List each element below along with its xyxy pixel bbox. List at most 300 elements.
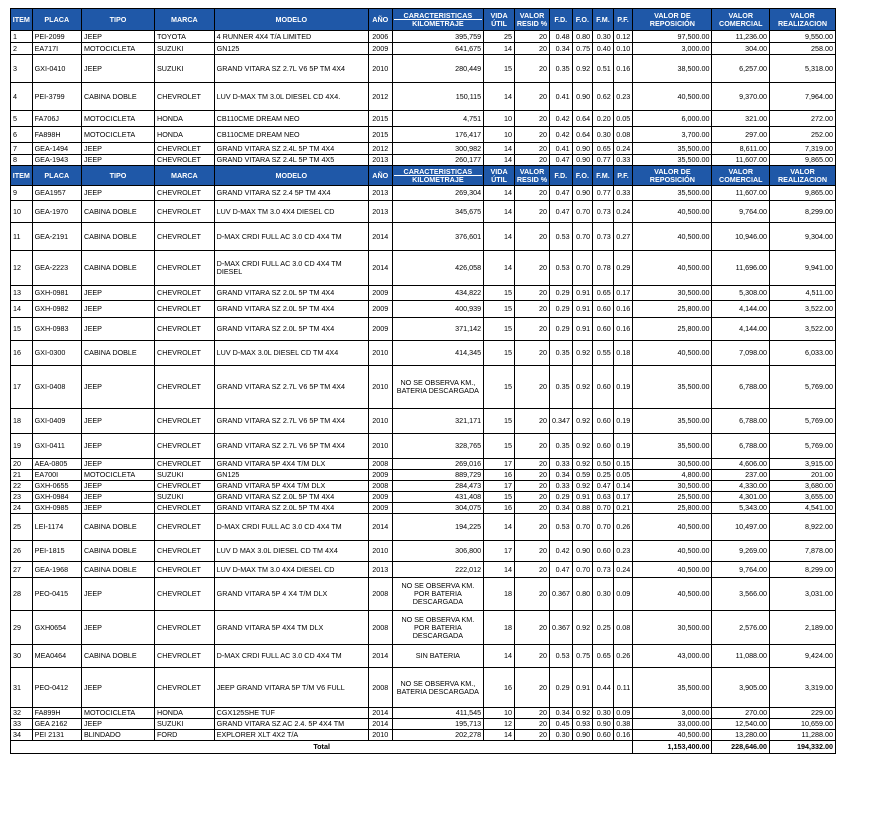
cell-repo: 35,500.00 [633,186,712,201]
cell-anio: 2008 [368,459,392,470]
cell-repo: 25,800.00 [633,301,712,318]
cell-anio: 2009 [368,503,392,514]
cell-placa: GXI-0411 [32,434,81,459]
cell-vida: 15 [484,55,515,83]
cell-placa: PEO-0412 [32,668,81,708]
cell-real: 3,031.00 [770,578,836,611]
cell-vida: 14 [484,155,515,166]
cell-real: 8,299.00 [770,201,836,223]
cell-resid: 20 [515,83,550,111]
cell-repo: 25,800.00 [633,503,712,514]
cell-com: 12,540.00 [712,719,770,730]
cell-vida: 15 [484,318,515,341]
cell-real: 5,769.00 [770,434,836,459]
cell-pf: 0.21 [613,503,633,514]
cell-placa: AEA-0805 [32,459,81,470]
cell-placa: FA706J [32,111,81,127]
cell-fo: 0.90 [572,83,593,111]
total-com: 228,646.00 [712,741,770,754]
cell-resid: 20 [515,301,550,318]
cell-vida: 14 [484,43,515,55]
cell-modelo: LUV D-MAX 3.0L DIESEL CD TM 4X4 [214,341,368,366]
cell-vida: 18 [484,611,515,645]
cell-resid: 20 [515,645,550,668]
cell-tipo: JEEP [81,578,154,611]
cell-anio: 2013 [368,562,392,578]
cell-vida: 16 [484,470,515,481]
cell-marca: CHEVROLET [155,155,215,166]
cell-resid: 20 [515,492,550,503]
total-repo: 1,153,400.00 [633,741,712,754]
cell-pf: 0.09 [613,578,633,611]
cell-resid: 20 [515,318,550,341]
cell-fd: 0.35 [549,434,572,459]
cell-fm: 0.73 [593,223,614,251]
cell-item: 28 [11,578,33,611]
cell-vida: 14 [484,730,515,741]
cell-km: 300,982 [392,143,484,155]
cell-tipo: JEEP [81,434,154,459]
cell-modelo: GRAND VITARA SZ 2.0L 5P TM 4X4 [214,503,368,514]
cell-tipo: JEEP [81,55,154,83]
cell-pf: 0.26 [613,514,633,541]
cell-fm: 0.20 [593,111,614,127]
cell-repo: 40,500.00 [633,341,712,366]
cell-com: 8,611.00 [712,143,770,155]
cell-item: 26 [11,541,33,562]
cell-tipo: JEEP [81,301,154,318]
cell-fm: 0.25 [593,611,614,645]
cell-item: 25 [11,514,33,541]
cell-pf: 0.16 [613,301,633,318]
cell-modelo: GRAND VITARA 5P 4X4 TM DLX [214,611,368,645]
cell-item: 4 [11,83,33,111]
cell-anio: 2010 [368,366,392,409]
cell-com: 9,764.00 [712,201,770,223]
cell-km: 411,545 [392,708,484,719]
header-label-anio: AÑO [372,14,389,24]
cell-tipo: JEEP [81,492,154,503]
cell-km: 260,177 [392,155,484,166]
header-comercial1 [712,166,770,186]
cell-km: 306,800 [392,541,484,562]
cell-placa: GXI-0408 [32,366,81,409]
cell-tipo: CABINA DOBLE [81,201,154,223]
cell-anio: 2013 [368,155,392,166]
cell-placa: GXH-0983 [32,318,81,341]
table-row [11,470,836,481]
cell-fm: 0.73 [593,562,614,578]
cell-fd: 0.53 [549,223,572,251]
cell-resid: 20 [515,459,550,470]
table-row [11,186,836,201]
cell-real: 5,318.00 [770,55,836,83]
cell-anio: 2014 [368,223,392,251]
table-row [11,111,836,127]
cell-fd: 0.47 [549,562,572,578]
cell-placa: EA717I [32,43,81,55]
header-caracteristicas [392,166,484,186]
cell-repo: 43,000.00 [633,645,712,668]
cell-repo: 40,500.00 [633,730,712,741]
cell-pf: 0.05 [613,111,633,127]
cell-fo: 0.80 [572,31,593,43]
header-label-vida1: VIDA [490,11,508,20]
cell-placa: GXH-0984 [32,492,81,503]
cell-placa: PEI-3799 [32,83,81,111]
cell-modelo: GRAND VITARA 5P 4X4 T/M DLX [214,481,368,492]
header-label-item: ITEM [12,14,30,24]
cell-resid: 20 [515,366,550,409]
header-label-kilometraje: KILOMETRAJE [412,175,464,184]
table-row [11,719,836,730]
cell-tipo: JEEP [81,459,154,470]
cell-anio: 2009 [368,318,392,341]
cell-marca: SUZUKI [155,719,215,730]
cell-com: 6,788.00 [712,434,770,459]
cell-fm: 0.60 [593,409,614,434]
cell-marca: CHEVROLET [155,341,215,366]
cell-vida: 14 [484,201,515,223]
cell-item: 16 [11,341,33,366]
cell-marca: CHEVROLET [155,514,215,541]
header-label-vida2: ÚTIL [491,174,508,184]
cell-item: 3 [11,55,33,83]
cell-km: 395,759 [392,31,484,43]
cell-fd: 0.29 [549,492,572,503]
cell-pf: 0.05 [613,470,633,481]
cell-repo: 35,500.00 [633,143,712,155]
header-comercial1 [712,9,770,31]
header-modelo [214,166,368,186]
cell-vida: 14 [484,562,515,578]
header-vida1 [484,9,515,31]
cell-resid: 20 [515,611,550,645]
cell-km: NO SE OBSERVA KM. POR BATERIA DESCARGADA [392,578,484,611]
table-row [11,578,836,611]
table-row [11,143,836,155]
cell-marca: CHEVROLET [155,186,215,201]
cell-fo: 0.92 [572,434,593,459]
cell-placa: PEI-2099 [32,31,81,43]
cell-tipo: MOTOCICLETA [81,43,154,55]
cell-marca: SUZUKI [155,55,215,83]
header-placa [32,166,81,186]
cell-resid: 20 [515,201,550,223]
cell-fm: 0.55 [593,341,614,366]
header-label-fm: F.M. [596,170,610,180]
cell-placa: GXI-0409 [32,409,81,434]
cell-tipo: MOTOCICLETA [81,708,154,719]
cell-fm: 0.90 [593,719,614,730]
cell-anio: 2014 [368,719,392,730]
cell-placa: GXH-0655 [32,481,81,492]
cell-com: 9,764.00 [712,562,770,578]
cell-fo: 0.92 [572,55,593,83]
cell-fo: 0.93 [572,719,593,730]
cell-pf: 0.24 [613,201,633,223]
header-label-fo: F.O. [575,170,589,180]
cell-fo: 0.70 [572,562,593,578]
cell-real: 7,964.00 [770,83,836,111]
header-label-vida1: VIDA [490,167,508,176]
cell-placa: GXH-0982 [32,301,81,318]
cell-repo: 40,500.00 [633,578,712,611]
cell-real: 4,541.00 [770,503,836,514]
cell-modelo: GRAND VITARA SZ 2.0L 5P TM 4X4 [214,286,368,301]
cell-com: 4,144.00 [712,301,770,318]
cell-marca: SUZUKI [155,492,215,503]
cell-resid: 20 [515,111,550,127]
cell-fd: 0.34 [549,43,572,55]
cell-fm: 0.30 [593,31,614,43]
cell-fd: 0.34 [549,708,572,719]
total-real: 194,332.00 [770,741,836,754]
header-label-caracteristicas: CARACTERISTICAS [394,12,483,21]
cell-item: 15 [11,318,33,341]
cell-marca: TOYOTA [155,31,215,43]
header-tipo [81,166,154,186]
header-label-realizacion2: REALIZACION [777,18,828,28]
cell-km: 641,675 [392,43,484,55]
header-label-comercial2: COMERCIAL [719,18,763,28]
cell-repo: 40,500.00 [633,83,712,111]
cell-real: 8,299.00 [770,562,836,578]
table-row [11,730,836,741]
cell-km: 150,115 [392,83,484,111]
cell-marca: CHEVROLET [155,286,215,301]
cell-com: 5,308.00 [712,286,770,301]
header-label-comercial1: VALOR [728,11,754,20]
cell-vida: 14 [484,645,515,668]
cell-fd: 0.47 [549,186,572,201]
header-label-kilometraje: KILOMETRAJE [412,19,464,28]
cell-resid: 20 [515,708,550,719]
cell-repo: 35,500.00 [633,155,712,166]
header-placa [32,9,81,31]
cell-vida: 16 [484,503,515,514]
cell-com: 11,696.00 [712,251,770,286]
header-marca [155,9,215,31]
total-label: Total [11,741,633,754]
cell-real: 7,878.00 [770,541,836,562]
cell-item: 34 [11,730,33,741]
header-anio [368,166,392,186]
cell-marca: CHEVROLET [155,143,215,155]
cell-item: 12 [11,251,33,286]
cell-fo: 0.70 [572,251,593,286]
cell-modelo: GRAND VITARA SZ 2.7L V6 5P TM 4X4 [214,409,368,434]
cell-km: 400,939 [392,301,484,318]
cell-km: SIN BATERIA [392,645,484,668]
cell-fo: 0.91 [572,318,593,341]
cell-km: 176,417 [392,127,484,143]
header-label-modelo: MODELO [275,14,308,24]
cell-fd: 0.34 [549,503,572,514]
cell-real: 5,769.00 [770,366,836,409]
cell-vida: 17 [484,481,515,492]
cell-com: 321.00 [712,111,770,127]
cell-repo: 3,000.00 [633,708,712,719]
cell-fd: 0.41 [549,83,572,111]
header-reposicion1 [633,9,712,31]
header-marca [155,166,215,186]
table-row [11,83,836,111]
cell-pf: 0.19 [613,409,633,434]
table-row [11,514,836,541]
cell-fd: 0.29 [549,668,572,708]
cell-resid: 20 [515,434,550,459]
cell-vida: 16 [484,668,515,708]
cell-fd: 0.367 [549,578,572,611]
cell-com: 10,497.00 [712,514,770,541]
cell-km: 431,408 [392,492,484,503]
cell-fd: 0.33 [549,459,572,470]
cell-anio: 2008 [368,481,392,492]
cell-marca: CHEVROLET [155,434,215,459]
cell-repo: 30,500.00 [633,286,712,301]
header-realizacion1 [770,166,836,186]
cell-item: 10 [11,201,33,223]
cell-anio: 2010 [368,434,392,459]
table-row [11,31,836,43]
cell-fo: 0.70 [572,201,593,223]
cell-marca: CHEVROLET [155,318,215,341]
cell-vida: 15 [484,366,515,409]
cell-vida: 15 [484,492,515,503]
cell-anio: 2010 [368,341,392,366]
cell-real: 3,680.00 [770,481,836,492]
cell-marca: CHEVROLET [155,562,215,578]
cell-placa: GXI-0300 [32,341,81,366]
cell-tipo: JEEP [81,719,154,730]
cell-tipo: CABINA DOBLE [81,251,154,286]
cell-com: 3,905.00 [712,668,770,708]
cell-real: 272.00 [770,111,836,127]
cell-tipo: JEEP [81,286,154,301]
cell-fm: 0.62 [593,83,614,111]
cell-placa: GXI-0410 [32,55,81,83]
cell-item: 7 [11,143,33,155]
cell-placa: FA899H [32,708,81,719]
cell-repo: 38,500.00 [633,55,712,83]
cell-real: 2,189.00 [770,611,836,645]
cell-marca: HONDA [155,111,215,127]
header-label-fo: F.O. [575,14,589,24]
cell-fd: 0.53 [549,251,572,286]
cell-item: 29 [11,611,33,645]
cell-placa: MEA0464 [32,645,81,668]
cell-fd: 0.41 [549,143,572,155]
cell-vida: 14 [484,186,515,201]
cell-fo: 0.92 [572,459,593,470]
header-tipo [81,9,154,31]
cell-vida: 14 [484,223,515,251]
cell-tipo: JEEP [81,503,154,514]
cell-placa: GXH0654 [32,611,81,645]
cell-marca: CHEVROLET [155,645,215,668]
cell-resid: 20 [515,719,550,730]
cell-vida: 15 [484,286,515,301]
cell-anio: 2009 [368,286,392,301]
cell-resid: 20 [515,481,550,492]
cell-real: 6,033.00 [770,341,836,366]
cell-placa: GEA-2191 [32,223,81,251]
cell-tipo: CABINA DOBLE [81,223,154,251]
cell-fm: 0.77 [593,186,614,201]
table-row [11,55,836,83]
cell-marca: CHEVROLET [155,459,215,470]
table-row [11,201,836,223]
cell-com: 4,144.00 [712,318,770,341]
header-label-reposicion1: VALOR DE [654,167,691,176]
cell-anio: 2012 [368,83,392,111]
header-label-fd: F.D. [554,14,568,24]
table-row [11,541,836,562]
cell-item: 23 [11,492,33,503]
cell-tipo: CABINA DOBLE [81,645,154,668]
cell-placa: GEA-2223 [32,251,81,286]
table-row [11,318,836,341]
cell-vida: 14 [484,514,515,541]
cell-fo: 0.80 [572,578,593,611]
cell-modelo: GRAND VITARA 5P 4X4 T/M DLX [214,459,368,470]
header-label-pf: P.F. [617,14,629,24]
cell-fd: 0.29 [549,318,572,341]
cell-fo: 0.91 [572,286,593,301]
cell-item: 21 [11,470,33,481]
cell-com: 6,788.00 [712,366,770,409]
cell-tipo: JEEP [81,155,154,166]
header-label-vida2: ÚTIL [491,18,508,28]
cell-tipo: JEEP [81,143,154,155]
cell-pf: 0.38 [613,719,633,730]
cell-com: 3,566.00 [712,578,770,611]
cell-repo: 6,000.00 [633,111,712,127]
cell-fd: 0.35 [549,55,572,83]
cell-placa: GXH-0985 [32,503,81,514]
cell-com: 270.00 [712,708,770,719]
cell-fm: 0.60 [593,301,614,318]
cell-tipo: MOTOCICLETA [81,127,154,143]
cell-fo: 0.90 [572,730,593,741]
cell-com: 9,269.00 [712,541,770,562]
cell-com: 4,606.00 [712,459,770,470]
cell-fm: 0.60 [593,730,614,741]
cell-fm: 0.77 [593,155,614,166]
cell-modelo: GRAND VITARA SZ 2.7L V6 5P TM 4X4 [214,366,368,409]
cell-vida: 15 [484,341,515,366]
cell-vida: 10 [484,111,515,127]
cell-modelo: GRAND VITARA SZ 2.4L 5P TM 4X4 [214,143,368,155]
cell-pf: 0.29 [613,251,633,286]
cell-pf: 0.16 [613,55,633,83]
cell-fm: 0.40 [593,43,614,55]
cell-placa: FA898H [32,127,81,143]
cell-modelo: GRAND VITARA SZ 2.7L V6 5P TM 4X4 [214,434,368,459]
header-anio [368,9,392,31]
cell-modelo: GN125 [214,43,368,55]
cell-anio: 2015 [368,127,392,143]
cell-pf: 0.23 [613,541,633,562]
cell-resid: 20 [515,43,550,55]
cell-vida: 10 [484,127,515,143]
table-row [11,43,836,55]
header-vida1 [484,166,515,186]
table-row [11,503,836,514]
cell-marca: SUZUKI [155,470,215,481]
cell-fm: 0.50 [593,459,614,470]
